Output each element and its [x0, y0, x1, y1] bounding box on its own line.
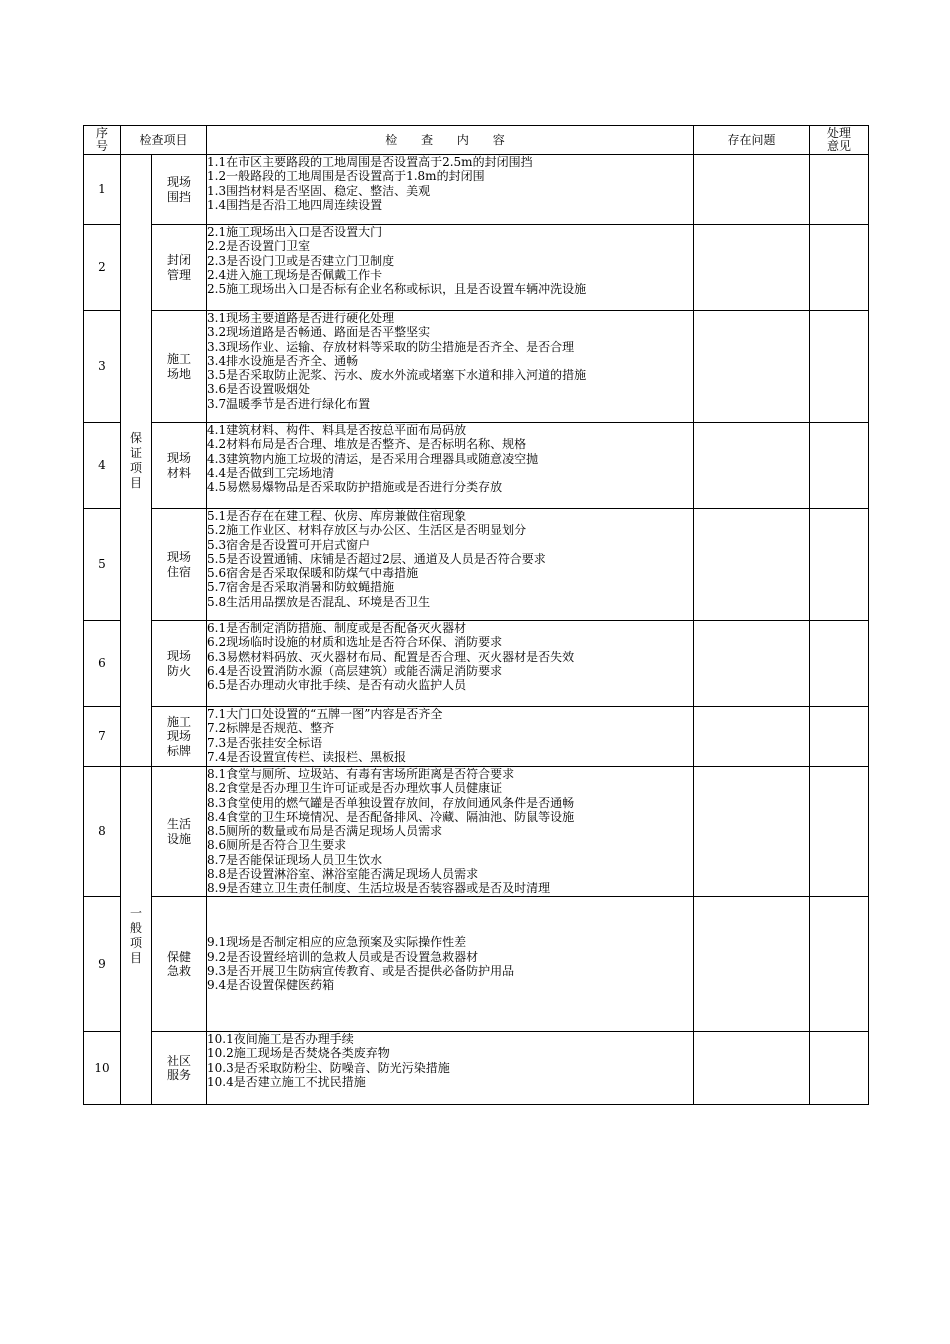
- action-cell[interactable]: [810, 707, 869, 767]
- check-content-line: 10.1夜间施工是否办理手续: [207, 1032, 354, 1046]
- check-content-line: 8.3食堂使用的燃气罐是否单独设置存放间，存放间通风条件是否通畅: [207, 795, 575, 810]
- header-seq: 序号: [84, 126, 121, 155]
- check-content-line: 8.7是否能保证现场人员卫生饮水: [207, 852, 383, 867]
- table-row: [84, 509, 869, 621]
- row-number: 2: [84, 225, 121, 311]
- header-issue: 存在问题: [694, 126, 810, 155]
- check-content-line: 5.5是否设置通铺、床铺是否超过2层、通道及人员是否符合要求: [207, 551, 546, 566]
- check-item-name: 现场防火: [152, 621, 207, 707]
- check-item-name: 封闭管理: [152, 225, 207, 311]
- check-content: [207, 897, 694, 1032]
- check-content-line: 6.4是否设置消防水源（高层建筑）或能否满足消防要求: [207, 663, 503, 678]
- check-content-line: 4.3建筑物内施工垃圾的清运，是否采用合理器具或随意凌空抛: [207, 451, 539, 466]
- row-number: 8: [84, 767, 121, 897]
- action-cell[interactable]: [810, 767, 869, 897]
- check-content-line: 3.3现场作业、运输、存放材料等采取的防尘措施是否齐全、是否合理: [207, 339, 575, 354]
- action-cell[interactable]: [810, 621, 869, 707]
- check-content-line: 9.2是否设置经培训的急救人员或是否设置急救器材: [207, 949, 479, 964]
- check-content-line: 8.6厕所是否符合卫生要求: [207, 838, 347, 853]
- check-content-line: 1.3围挡材料是否坚固、稳定、整洁、美观: [207, 183, 431, 198]
- header-content: 检 查 内 容: [207, 126, 694, 155]
- issue-cell[interactable]: [694, 225, 810, 311]
- check-item-name: 社区服务: [152, 1032, 207, 1105]
- table-body: [84, 155, 869, 1105]
- row-number: 1: [84, 155, 121, 225]
- check-content-line: 5.3宿舍是否设置可开启式窗户: [207, 537, 371, 552]
- row-number: 7: [84, 707, 121, 767]
- check-content: [207, 225, 694, 311]
- check-content-line: 3.1现场主要道路是否进行硬化处理: [207, 311, 395, 325]
- check-content-line: 8.4食堂的卫生环境情况、是否配备排风、冷藏、隔油池、防鼠等设施: [207, 809, 575, 824]
- issue-cell[interactable]: [694, 155, 810, 225]
- check-content-line: 2.4进入施工现场是否佩戴工作卡: [207, 267, 383, 282]
- check-content-line: 1.1在市区主要路段的工地周围是否设置高于2.5m的封闭围挡: [207, 155, 533, 169]
- check-content-line: 1.2一般路段的工地周围是否设置高于1.8m的封闭围: [207, 169, 485, 184]
- check-content-line: 5.2施工作业区、材料存放区与办公区、生活区是否明显划分: [207, 523, 527, 538]
- table-row: [84, 423, 869, 509]
- check-content: [207, 621, 694, 707]
- check-content-line: 6.3易燃材料码放、灭火器材布局、配置是否合理、灭火器材是否失效: [207, 649, 575, 664]
- issue-cell[interactable]: [694, 311, 810, 423]
- row-number: 10: [84, 1032, 121, 1105]
- action-cell[interactable]: [810, 155, 869, 225]
- check-item-name: 现场围挡: [152, 155, 207, 225]
- check-content-line: 10.3是否采取防粉尘、防噪音、防光污染措施: [207, 1060, 450, 1075]
- check-content-line: 6.1是否制定消防措施、制度或是否配备灭火器材: [207, 621, 467, 635]
- header-row: [84, 126, 869, 155]
- check-item-name: 现场材料: [152, 423, 207, 509]
- check-content-line: 10.4是否建立施工不扰民措施: [207, 1074, 366, 1089]
- category-general: 一般项目: [121, 767, 152, 1105]
- check-content: [207, 1032, 694, 1105]
- check-content-line: 4.4是否做到工完场地清: [207, 465, 335, 480]
- check-content-line: 6.5是否办理动火审批手续、是否有动火监护人员: [207, 678, 467, 693]
- check-content-line: 10.2施工现场是否焚烧各类废弃物: [207, 1046, 390, 1061]
- check-content: [207, 767, 694, 897]
- check-content-line: 8.1食堂与厕所、垃圾站、有毒有害场所距离是否符合要求: [207, 767, 515, 781]
- check-item-name: 生活设施: [152, 767, 207, 897]
- check-content-line: 8.8是否设置淋浴室、淋浴室能否满足现场人员需求: [207, 867, 479, 882]
- check-item-name: 保健急救: [152, 897, 207, 1032]
- issue-cell[interactable]: [694, 897, 810, 1032]
- check-content-line: 9.4是否设置保健医药箱: [207, 978, 335, 993]
- check-content-line: 5.8生活用品摆放是否混乱、环境是否卫生: [207, 594, 431, 609]
- issue-cell[interactable]: [694, 509, 810, 621]
- check-content-line: 3.7温暖季节是否进行绿化布置: [207, 396, 371, 411]
- check-content-line: 2.2是否设置门卫室: [207, 239, 311, 254]
- action-cell[interactable]: [810, 509, 869, 621]
- row-number: 6: [84, 621, 121, 707]
- check-content: [207, 509, 694, 621]
- check-item-name: 施工场地: [152, 311, 207, 423]
- issue-cell[interactable]: [694, 707, 810, 767]
- check-item-name: 现场住宿: [152, 509, 207, 621]
- check-content-line: 4.5易燃易爆物品是否采取防护措施或是否进行分类存放: [207, 480, 503, 495]
- check-content-line: 6.2现场临时设施的材质和选址是否符合环保、消防要求: [207, 635, 503, 650]
- action-cell[interactable]: [810, 897, 869, 1032]
- table-row: [84, 767, 869, 897]
- action-cell[interactable]: [810, 311, 869, 423]
- check-content-line: 8.5厕所的数量或布局是否满足现场人员需求: [207, 824, 443, 839]
- check-content-line: 8.2食堂是否办理卫生许可证或是否办理炊事人员健康证: [207, 781, 503, 796]
- issue-cell[interactable]: [694, 1032, 810, 1105]
- check-content-line: 8.9是否建立卫生责任制度、生活垃圾是否装容器或是否及时清理: [207, 881, 551, 896]
- check-content-line: 2.3是否设门卫或是否建立门卫制度: [207, 253, 395, 268]
- category-guarantee: 保证项目: [121, 155, 152, 767]
- action-cell[interactable]: [810, 1032, 869, 1105]
- check-content-line: 2.5施工现场出入口是否标有企业名称或标识，且是否设置车辆冲洗设施: [207, 282, 587, 297]
- check-content-line: 7.3是否张挂安全标语: [207, 735, 323, 750]
- row-number: 3: [84, 311, 121, 423]
- table-row: [84, 897, 869, 1032]
- check-content-line: 9.3是否开展卫生防病宣传教育、或是否提供必备防护用品: [207, 964, 515, 978]
- check-content-line: 7.2标牌是否规范、整齐: [207, 721, 335, 736]
- check-content-line: 1.4围挡是否沿工地四周连续设置: [207, 197, 383, 212]
- check-content-line: 7.4是否设置宣传栏、读报栏、黑板报: [207, 749, 407, 764]
- issue-cell[interactable]: [694, 621, 810, 707]
- table-row: [84, 225, 869, 311]
- table-row: [84, 311, 869, 423]
- check-content-line: 5.7宿舍是否采取消暑和防蚊蝇措施: [207, 580, 395, 595]
- issue-cell[interactable]: [694, 767, 810, 897]
- check-content: [207, 707, 694, 767]
- check-content-line: 3.5是否采取防止泥浆、污水、废水外流或堵塞下水道和排入河道的措施: [207, 368, 587, 383]
- table-row: [84, 707, 869, 767]
- check-item-name: 施工现场标牌: [152, 707, 207, 767]
- action-cell[interactable]: [810, 225, 869, 311]
- check-content: [207, 155, 694, 225]
- table-row: [84, 155, 869, 225]
- header-check-item: 检查项目: [121, 126, 207, 155]
- check-content-line: 5.6宿舍是否采取保暖和防煤气中毒措施: [207, 566, 419, 581]
- check-content: [207, 311, 694, 423]
- check-content-line: 2.1施工现场出入口是否设置大门: [207, 225, 383, 239]
- inspection-table: [83, 125, 869, 1105]
- table-row: [84, 1032, 869, 1105]
- row-number: 4: [84, 423, 121, 509]
- check-content-line: 4.1建筑材料、构件、料具是否按总平面布局码放: [207, 423, 467, 437]
- check-content: [207, 423, 694, 509]
- row-number: 9: [84, 897, 121, 1032]
- table-row: [84, 621, 869, 707]
- row-number: 5: [84, 509, 121, 621]
- check-content-line: 3.6是否设置吸烟处: [207, 382, 311, 397]
- check-content-line: 7.1大门口处设置的“五牌一图”内容是否齐全: [207, 707, 443, 721]
- check-content-line: 3.2现场道路是否畅通、路面是否平整坚实: [207, 325, 431, 340]
- check-content-line: 5.1是否存在在建工程、伙房、库房兼做住宿现象: [207, 509, 467, 523]
- check-content-line: 3.4排水设施是否齐全、通畅: [207, 353, 359, 368]
- header-action: 处理意见: [810, 126, 869, 155]
- check-content-line: 4.2材料布局是否合理、堆放是否整齐、是否标明名称、规格: [207, 437, 527, 452]
- action-cell[interactable]: [810, 423, 869, 509]
- issue-cell[interactable]: [694, 423, 810, 509]
- check-content-line: 9.1现场是否制定相应的应急预案及实际操作性差: [207, 935, 467, 950]
